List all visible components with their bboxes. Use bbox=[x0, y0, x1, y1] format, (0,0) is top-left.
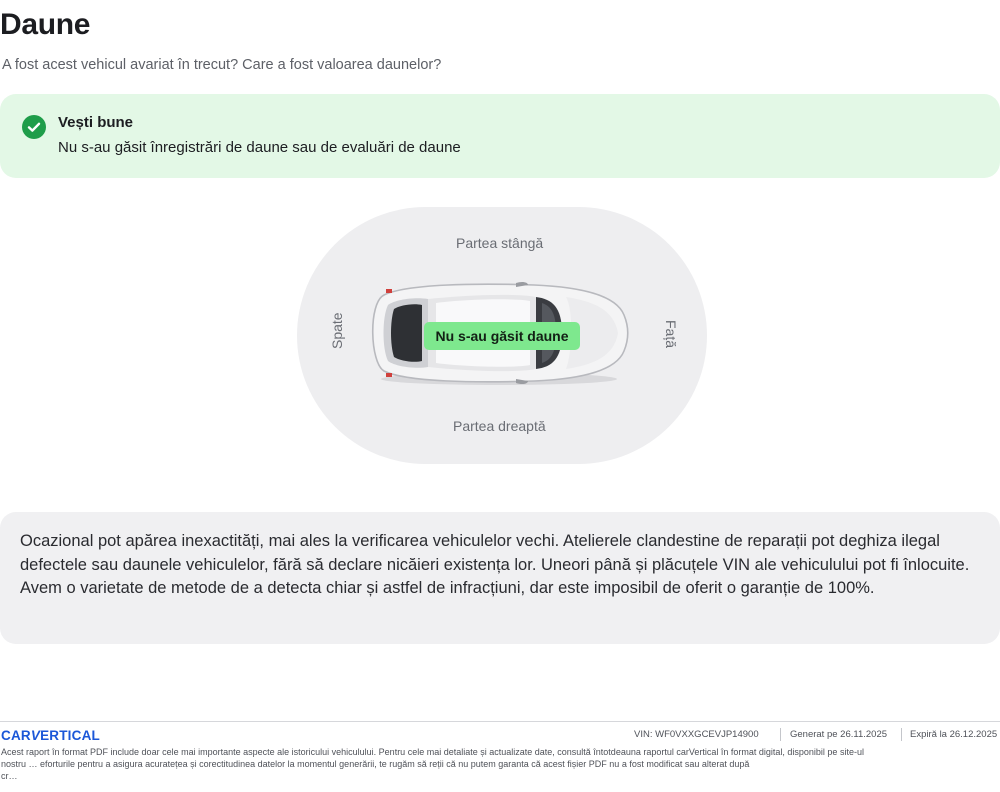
footer-vin: VIN: WF0VXXGCEVJP14900 bbox=[634, 729, 759, 740]
check-circle-icon bbox=[22, 115, 46, 139]
good-news-box bbox=[0, 94, 1000, 178]
footer-expiry-date: Expiră la 26.12.2025 bbox=[910, 729, 998, 740]
disclaimer-note-text: Ocazional pot apărea inexactități, mai ales la verificarea vehiculelor vechi. Atelierele clandestine de reparații pot deghiza ilegal defectele sau daunele vehiculelor, fără să declare nicăieri existența lor. Uneori până și plăcuțele VIN ale vehiculului pot fi înlocuite. Avem o varietate de metode de a detecta chiar și astfel de infracțiuni, dar este imposibil de oferit o garanție de 100%. bbox=[20, 532, 970, 597]
diagram-label-front: Față bbox=[663, 319, 679, 348]
diagram-label-left-side: Partea stângă bbox=[456, 235, 544, 251]
no-damage-badge: Nu s-au găsit daune bbox=[424, 322, 580, 350]
carvertical-logo: CARVERTICAL bbox=[1, 728, 100, 743]
diagram-label-right-side: Partea dreaptă bbox=[453, 418, 546, 434]
footer-disclaimer bbox=[1, 746, 999, 782]
good-news-text: Nu s-au găsit înregistrări de daune sau de evaluări de daune bbox=[58, 139, 461, 156]
page-title: Daune bbox=[0, 8, 91, 41]
page-subtitle: A fost acest vehicul avariat în trecut? Care a fost valoarea daunelor? bbox=[2, 57, 442, 73]
footer-disclaimer-line: nostru … eforturile pentru a asigura acuratețea și corectitudinea datelor la momentul generării, te rugăm să reții că nu putem garanta că acest fișier PDF nu a fost modificat sau alterat după bbox=[1, 759, 750, 769]
footer-generated-date: Generat pe 26.11.2025 bbox=[790, 729, 888, 740]
footer-divider bbox=[0, 721, 1000, 722]
good-news-title: Vești bune bbox=[58, 114, 134, 131]
footer-disclaimer-line: Acest raport în format PDF include doar cele mai importante aspecte ale istoricului vehiculului. Pentru cele mai detaliate și actualizate date, consultă întotdeauna raportul carVertical în format digital, disponibil pe site-ul bbox=[1, 747, 864, 757]
footer-separator bbox=[901, 728, 902, 741]
footer-separator bbox=[780, 728, 781, 741]
footer-disclaimer-line: cr… bbox=[1, 771, 18, 781]
diagram-label-rear: Spate bbox=[329, 312, 345, 349]
